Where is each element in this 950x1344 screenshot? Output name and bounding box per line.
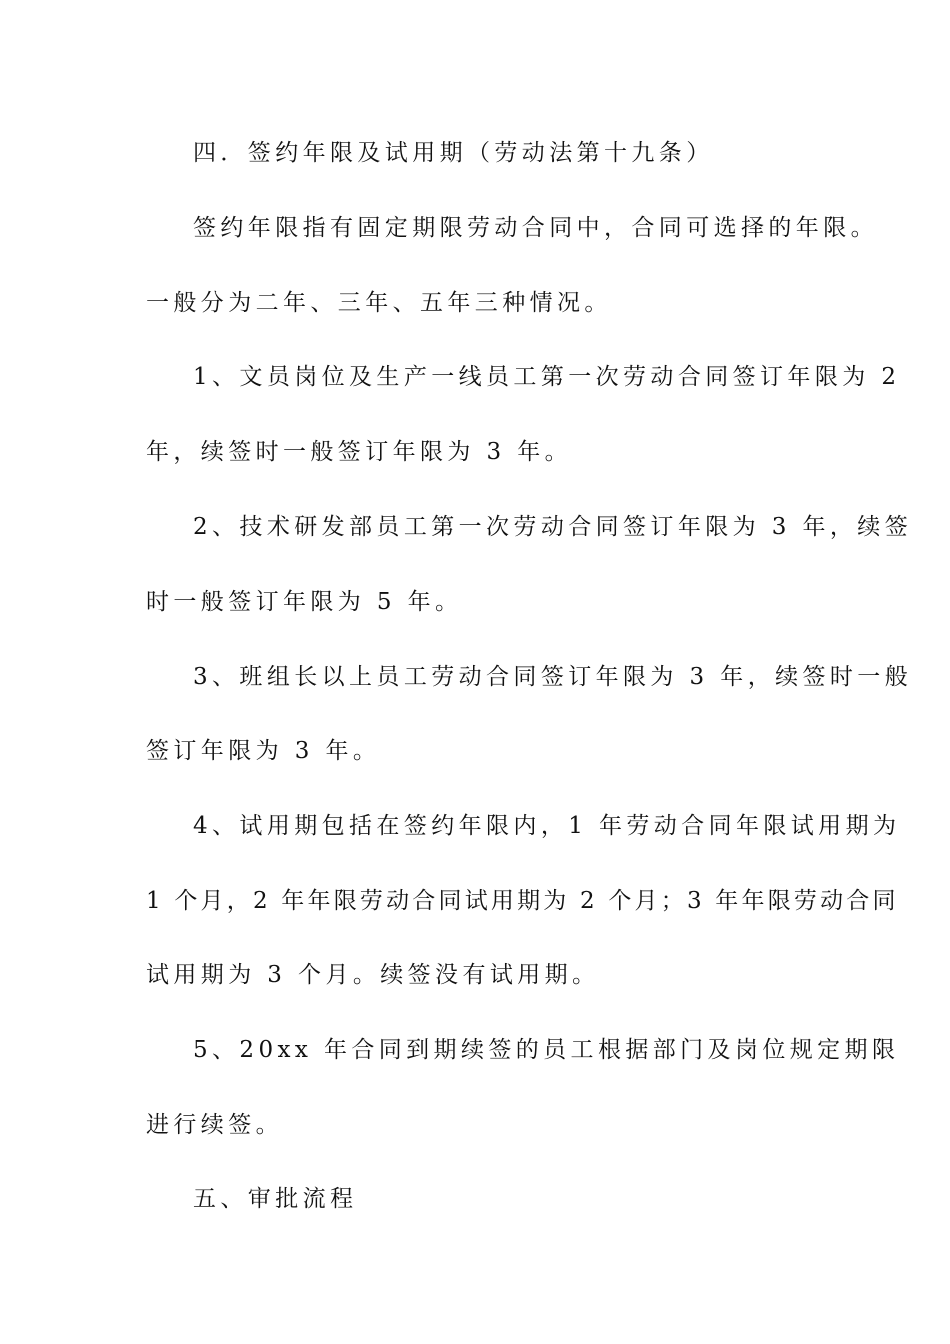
list-item-3-line: 3、班组长以上员工劳动合同签订年限为 3 年，续签时一般: [193, 664, 913, 690]
list-item-4-line: 试用期为 3 个月。续签没有试用期。: [146, 962, 600, 988]
list-item-1-line: 1、文员岗位及生产一线员工第一次劳动合同签订年限为 2: [193, 364, 901, 390]
list-item-5-line: 5、20xx 年合同到期续签的员工根据部门及岗位规定期限: [193, 1037, 900, 1063]
list-item-4-line: 1 个月，2 年年限劳动合同试用期为 2 个月；3 年年限劳动合同: [146, 888, 899, 914]
list-item-2-line: 时一般签订年限为 5 年。: [146, 589, 463, 615]
list-item-5-line: 进行续签。: [146, 1112, 283, 1138]
section-heading-approval: 五、审批流程: [193, 1186, 358, 1212]
list-item-2-line: 2、技术研发部员工第一次劳动合同签订年限为 3 年，续签: [193, 514, 913, 540]
paragraph-line: 一般分为二年、三年、五年三种情况。: [146, 290, 612, 316]
paragraph-line: 签约年限指有固定期限劳动合同中，合同可选择的年限。: [193, 215, 878, 241]
list-item-3-line: 签订年限为 3 年。: [146, 738, 381, 764]
section-heading-signing-term: 四．签约年限及试用期（劳动法第十九条）: [193, 140, 714, 166]
list-item-1-line: 年，续签时一般签订年限为 3 年。: [146, 439, 573, 465]
list-item-4-line: 4、试用期包括在签约年限内，1 年劳动合同年限试用期为: [193, 813, 901, 839]
